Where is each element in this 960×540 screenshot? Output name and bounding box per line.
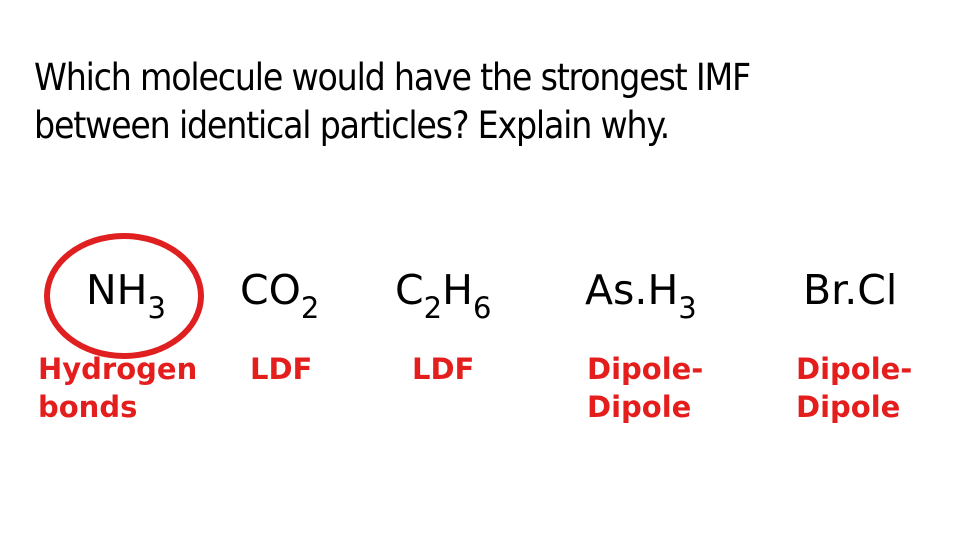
formula-co2 — [240, 262, 320, 325]
formula-subscript: 3 — [678, 291, 697, 325]
imf-label-ash3 — [587, 350, 703, 426]
formula-brcl — [803, 262, 897, 318]
formula-text: As.H — [585, 266, 679, 314]
formula-subscript: 2 — [423, 291, 443, 325]
imf-label-brcl — [796, 350, 912, 426]
imf-label-co2 — [250, 350, 312, 388]
imf-label-line: Dipole- — [796, 352, 913, 386]
formula-ash3 — [585, 262, 697, 325]
formula-subscript: 2 — [300, 291, 320, 325]
formula-c2h6 — [395, 262, 492, 325]
formula-text: NH — [86, 266, 148, 314]
formula-subscript: 6 — [472, 291, 492, 325]
question-line-2: between identical particles? Explain why. — [34, 104, 669, 147]
question-line-1: Which molecule would have the strongest IMF — [34, 56, 750, 99]
imf-label-line: LDF — [412, 352, 475, 386]
imf-label-c2h6 — [412, 350, 474, 388]
imf-label-line: Dipole — [587, 390, 692, 424]
imf-label-line: Dipole- — [587, 352, 704, 386]
imf-label-line: bonds — [38, 390, 138, 424]
imf-label-nh3 — [38, 350, 197, 426]
imf-label-line: Hydrogen — [38, 352, 198, 386]
formula-text: C — [395, 266, 424, 314]
imf-label-line: LDF — [250, 352, 313, 386]
formula-subscript: 3 — [147, 291, 166, 325]
formula-text: H — [442, 266, 473, 314]
slide-question — [34, 54, 934, 150]
formula-text: CO — [240, 266, 301, 314]
imf-label-line: Dipole — [796, 390, 901, 424]
formula-text: Br.Cl — [803, 266, 898, 314]
answer-circle — [44, 233, 204, 359]
